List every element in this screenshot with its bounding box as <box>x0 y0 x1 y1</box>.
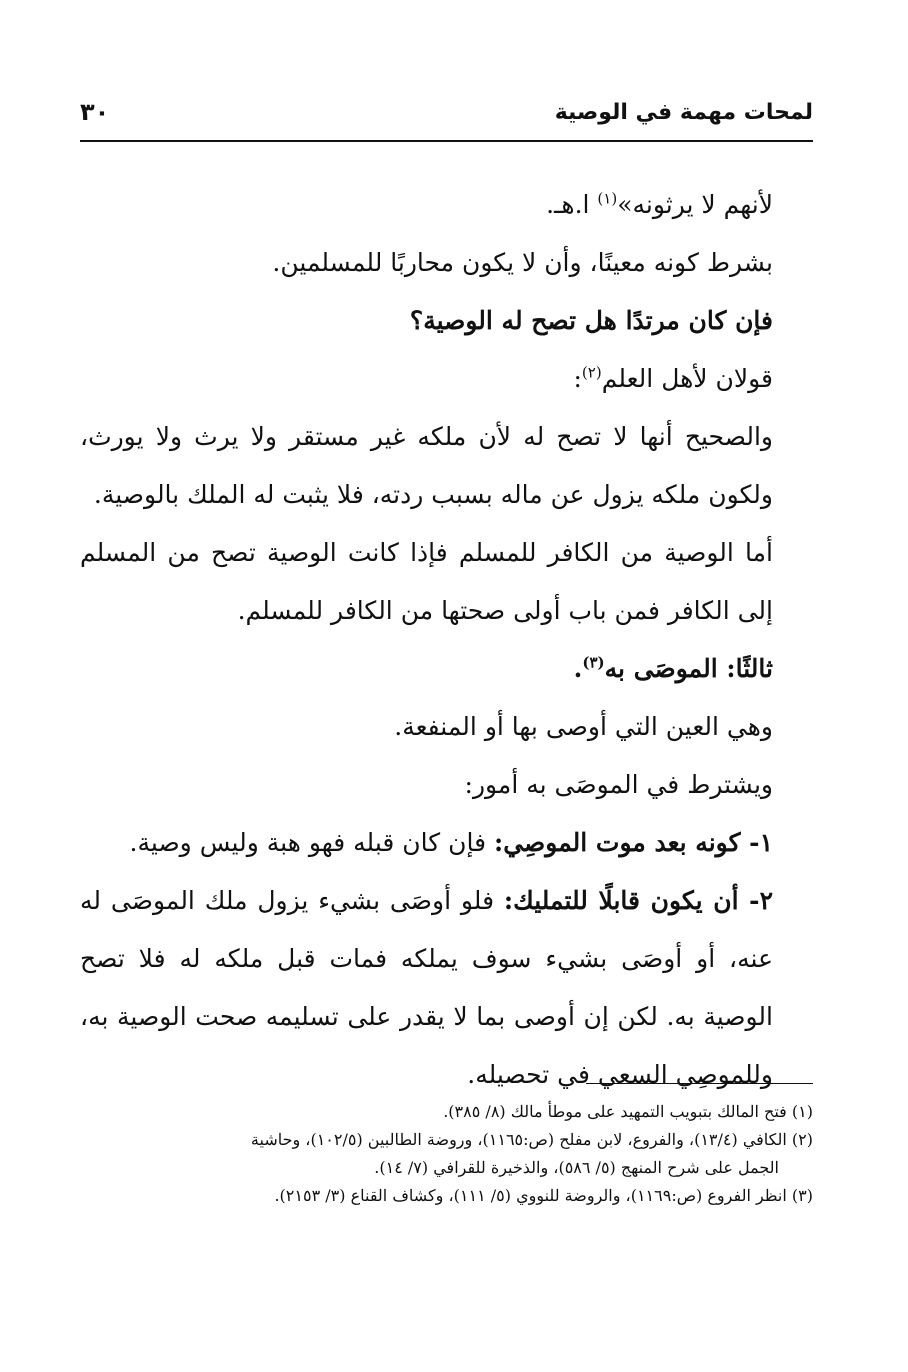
opinions-colon: : <box>573 364 582 393</box>
paragraph-non-muslim: أما الوصية من الكافر للمسلم فإذا كانت الوصية تصح من المسلم إلى الكافر فمن باب أولى صحتها من الكافر للمسلم. <box>80 538 773 625</box>
section-heading-text: ثالثًا: الموصَى به <box>604 654 773 683</box>
conditions-intro: ويشترط في الموصَى به أمور: <box>464 770 773 799</box>
question-heading: فإن كان مرتدًا هل تصح له الوصية؟ <box>409 306 773 335</box>
section-heading-period: . <box>573 654 583 683</box>
condition-2-title: ٢- أن يكون قابلًا للتمليك: <box>503 886 773 915</box>
quote-abbrev: ا.هـ. <box>546 190 598 219</box>
section-heading-third <box>80 640 813 698</box>
footnote-2-continued: الجمل على شرح المنهج (٥/ ٥٨٦)، والذخيرة للقرافي (٧/ ١٤). <box>374 1158 779 1177</box>
definition-line: وهي العين التي أوصى بها أو المنفعة. <box>394 712 773 741</box>
condition-item-1 <box>80 814 813 872</box>
running-header <box>80 96 813 136</box>
opinions-text: قولان لأهل العلم <box>601 364 773 393</box>
condition-line: بشرط كونه معينًا، وأن لا يكون محاربًا للمسلمين. <box>272 248 773 277</box>
footnotes <box>80 1098 813 1210</box>
main-text <box>80 176 813 1104</box>
quote-text: لأنهم لا يرثونه» <box>617 190 773 219</box>
page-number: ٣٠ <box>80 98 110 126</box>
quote-ending <box>80 176 813 234</box>
condition-1-title: ١- كونه بعد موت الموصِي: <box>493 828 773 857</box>
footnote-rule <box>586 1083 813 1084</box>
footnote-ref-1: (١) <box>597 189 618 208</box>
header-rule <box>80 140 813 142</box>
condition-2-text: فلو أوصَى بشيء يزول ملك الموصَى له عنه، أو أوصَى بشيء سوف يملكه فمات قبل ملكه له فلا تصح الوصية به. لكن إن أوصى بما لا يقدر على تسليمه صحت الوصية به، وللموصِي السعي في تحصيله. <box>80 886 773 1089</box>
footnote-ref-3: (٣) <box>582 653 605 672</box>
paragraph-correct-view: والصحيح أنها لا تصح له لأن ملكه غير مستقر ولا يرث ولا يورث، ولكون ملكه يزول عن ماله بسبب ردته، فلا يثبت له الملك بالوصية. <box>80 422 773 509</box>
footnote-1: (١) فتح المالك بتبويب التمهيد على موطأ مالك (٨/ ٣٨٥). <box>443 1102 813 1121</box>
footnote-ref-2: (٢) <box>581 363 602 382</box>
condition-item-2 <box>80 872 813 1104</box>
footnote-2: (٢) الكافي (١٣/٤)، والفروع، لابن مفلح (ص:١١٦٥)، وروضة الطالبين (١٠٢/٥)، وحاشية <box>250 1130 813 1149</box>
condition-1-text: فإن كان قبله فهو هبة وليس وصية. <box>129 828 494 857</box>
running-title: لمحات مهمة في الوصية <box>554 100 813 125</box>
footnote-3: (٣) انظر الفروع (ص:١١٦٩)، والروضة للنووي (٥/ ١١١)، وكشاف القناع (٣/ ٢١٥٣). <box>274 1186 813 1205</box>
opinions-line <box>80 350 813 408</box>
